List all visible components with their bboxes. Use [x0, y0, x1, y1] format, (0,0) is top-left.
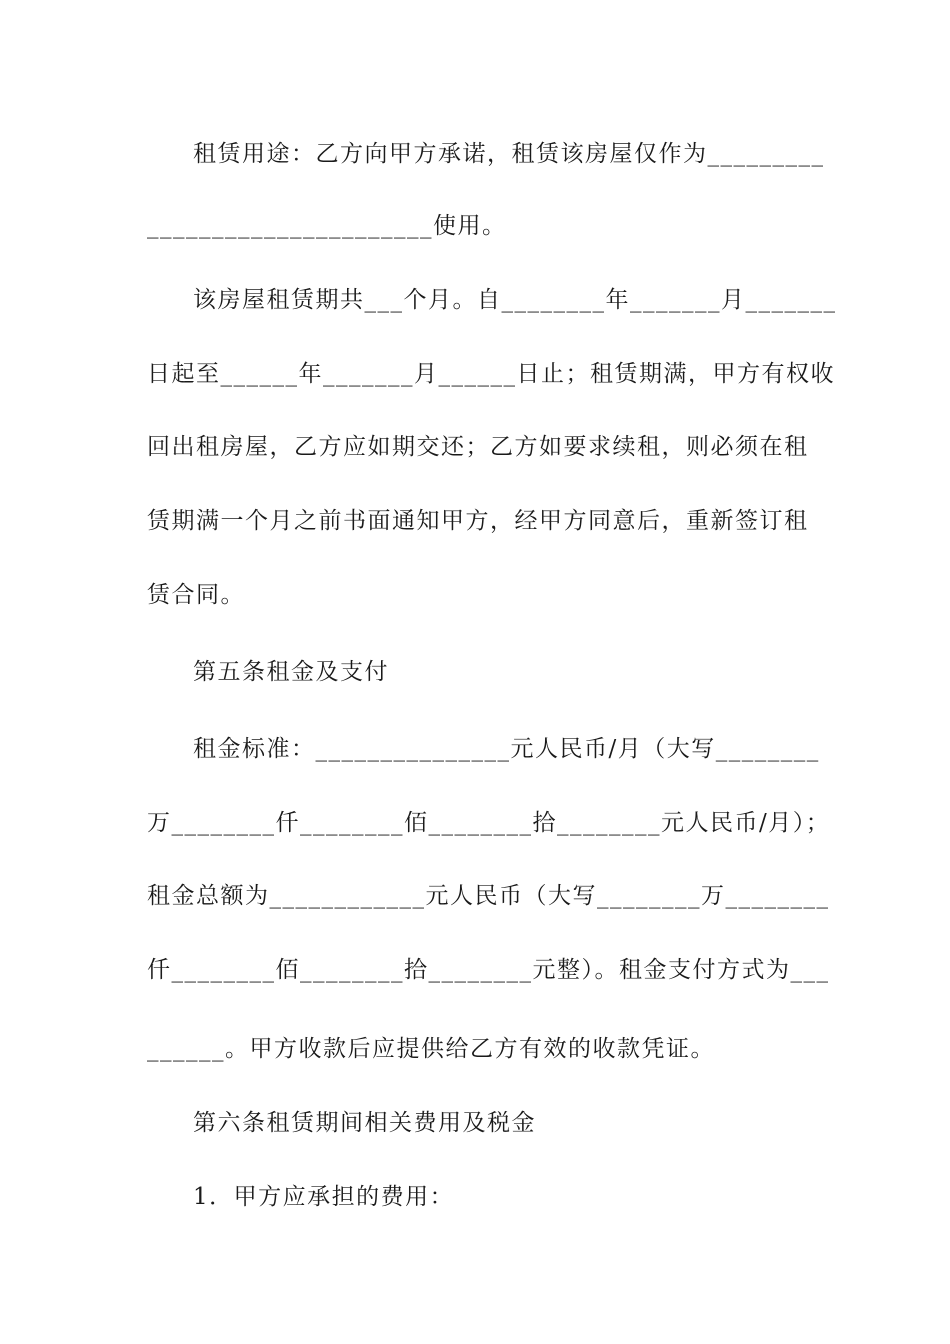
- rent-total-line-3: ______。甲方收款后应提供给乙方有效的收款凭证。: [147, 1036, 715, 1062]
- usage-clause-line-1: 租赁用途：乙方向甲方承诺，租赁该房屋仅作为_________: [193, 141, 825, 167]
- term-clause-line-5: 赁合同。: [147, 582, 245, 608]
- rent-standard-line-1: 租金标准：_______________元人民币/月（大写________: [193, 736, 820, 762]
- article-5-heading: 第五条租金及支付: [193, 659, 389, 685]
- term-clause-line-3: 回出租房屋，乙方应如期交还；乙方如要求续租，则必须在租: [147, 434, 809, 460]
- term-clause-line-2: 日起至______年_______月______日止；租赁期满，甲方有权收: [147, 361, 835, 387]
- term-clause-line-4: 赁期满一个月之前书面通知甲方，经甲方同意后，重新签订租: [147, 508, 809, 534]
- term-clause-line-1: 该房屋租赁期共___个月。自________年_______月_______: [193, 287, 837, 313]
- rent-total-line-2: 仟________佰________拾________元整）。租金支付方式为___: [147, 957, 830, 983]
- rent-standard-line-2: 万________仟________佰________拾________元人民币/月）；: [147, 810, 831, 836]
- usage-clause-line-2: ______________________使用。: [147, 213, 507, 239]
- rent-total-line-1: 租金总额为____________元人民币（大写________万________: [147, 883, 830, 909]
- article-6-heading: 第六条租赁期间相关费用及税金: [193, 1110, 536, 1136]
- landlord-fees-item: 1．甲方应承担的费用：: [193, 1184, 455, 1210]
